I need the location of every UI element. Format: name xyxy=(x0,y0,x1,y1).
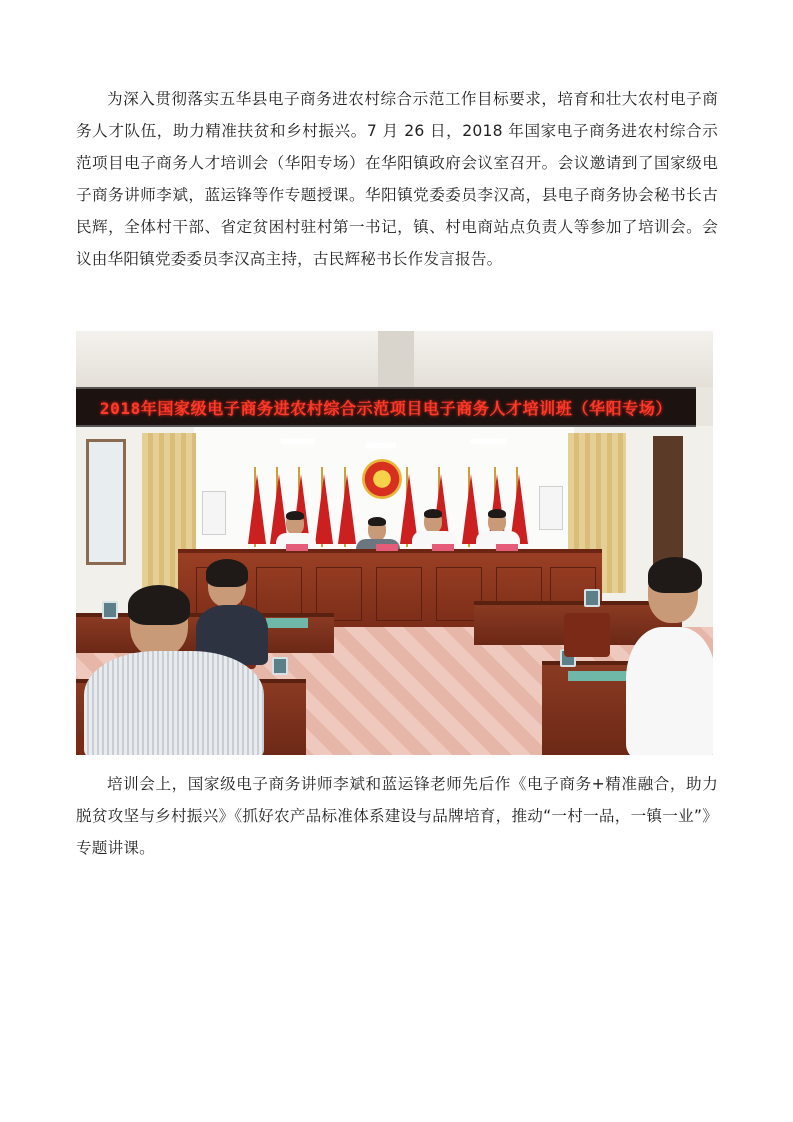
air-conditioner xyxy=(202,491,226,535)
tea-cup-icon xyxy=(102,601,118,619)
chair xyxy=(564,613,610,657)
meeting-photo xyxy=(76,331,713,755)
ceiling-light xyxy=(366,443,396,448)
red-flag xyxy=(248,474,266,544)
air-conditioner xyxy=(539,486,563,530)
nameplate xyxy=(496,544,518,551)
national-emblem-icon xyxy=(362,459,402,499)
ceiling-light xyxy=(281,439,315,444)
nameplate xyxy=(432,544,454,551)
red-flag xyxy=(462,474,480,544)
ceiling-light xyxy=(471,439,507,444)
nameplate xyxy=(286,544,308,551)
nameplate xyxy=(376,544,398,551)
ceiling-beam xyxy=(378,331,414,387)
article-paragraph-intro: 为深入贯彻落实五华县电子商务进农村综合示范工作目标要求，培育和壮大农村电子商务人才队伍，助力精准扶贫和乡村振兴。7 月 26 日，2018 年国家电子商务进农村综合示范项目电子商务人才培训会（华阳专场）在华阳镇政府会议室召开。会议邀请到了国家级电子商务讲师李斌，蓝运锋等作专题授课。华阳镇党委委员李汉高，县电子商务协会秘书长古民辉，全体村干部、省定贫困村驻村第一书记，镇、村电商站点负责人等参加了培训会。会议由华阳镇党委委员李汉高主持，古民辉秘书长作发言报告。 xyxy=(76,90,718,268)
tea-cup-icon xyxy=(272,657,288,675)
led-banner-text: 2018年国家级电子商务进农村综合示范项目电子商务人才培训班（华阳专场） xyxy=(99,399,673,418)
left-window xyxy=(86,439,126,565)
led-banner xyxy=(76,387,696,427)
tea-cup-icon xyxy=(584,589,600,607)
red-flag xyxy=(315,474,333,544)
desk-mat xyxy=(568,671,632,681)
article-paragraph-training: 培训会上，国家级电子商务讲师李斌和蓝运锋老师先后作《电子商务+精准融合，助力脱贫攻坚与乡村振兴》《抓好农产品标准体系建设与品牌培育，推动“一村一品，一镇一业”》专题讲课。 xyxy=(76,775,718,857)
red-flag xyxy=(338,474,356,544)
desk-mat xyxy=(266,618,308,628)
